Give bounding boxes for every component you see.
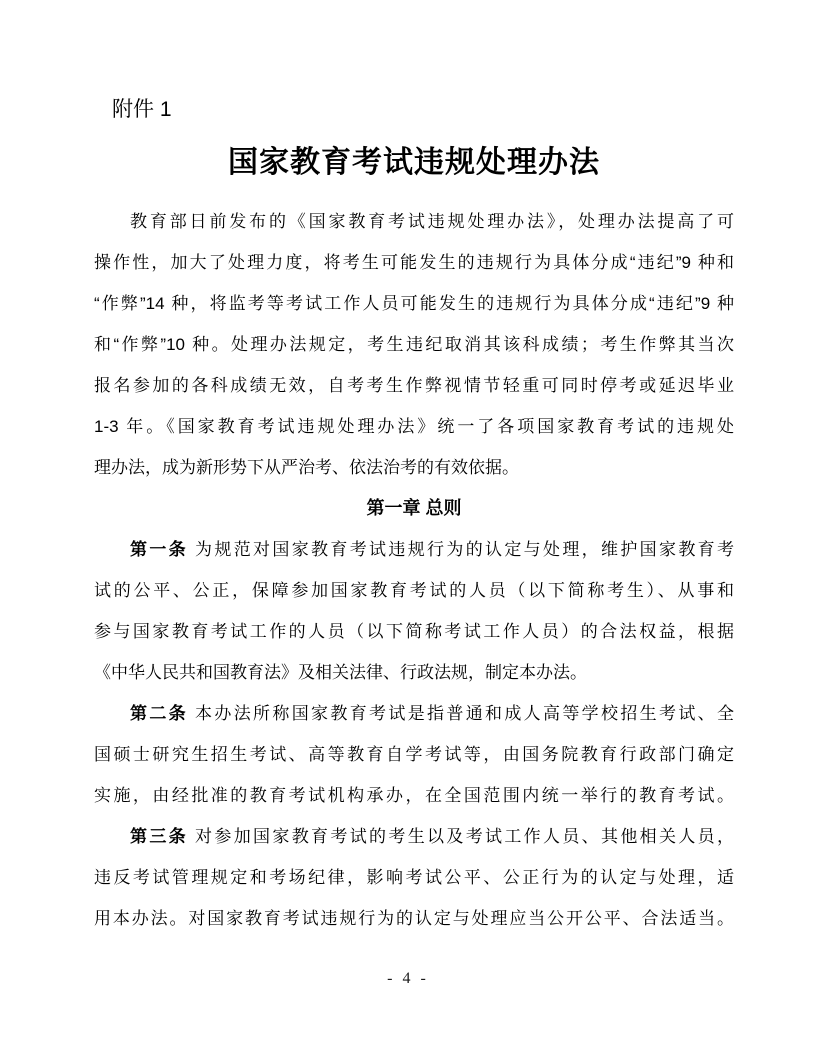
article-1-line: 参与国家教育考试工作的人员（以下简称考试工作人员）的合法权益，根据 [94, 622, 734, 641]
page-number: - 4 - [387, 970, 429, 987]
intro-line: 和“作弊”10 种。处理办法规定，考生违纪取消其该科成绩；考生作弊其当次 [94, 335, 734, 354]
article-1-text: 为规范对国家教育考试违规行为的认定与处理，维护国家教育考 [188, 540, 734, 559]
article-3-first-line [94, 816, 734, 857]
article-3-line: 用本办法。对国家教育考试违规行为的认定与处理应当公开公平、合法适当。 [94, 909, 734, 928]
attachment-label: 附件 1 [112, 98, 172, 121]
article-3-text: 对参加国家教育考试的考生以及考试工作人员、其他相关人员， [188, 827, 734, 846]
chapter-heading: 第一章 总则 [366, 498, 462, 518]
article-3-line: 违反考试管理规定和考场纪律，影响考试公平、公正行为的认定与处理，适 [94, 868, 734, 887]
article-3-label: 第三条 [130, 827, 188, 846]
article-2-text: 本办法所称国家教育考试是指普通和成人高等学校招生考试、全 [188, 704, 734, 723]
article-2-label: 第二条 [130, 704, 188, 723]
article-2-line: 实施，由经批准的教育考试机构承办，在全国范围内统一举行的教育考试。 [94, 786, 734, 805]
document-title: 国家教育考试违规处理办法 [228, 146, 600, 179]
intro-line: 报名参加的各科成绩无效，自考考生作弊视情节轻重可同时停考或延迟毕业 [94, 376, 734, 395]
intro-line: 教育部日前发布的《国家教育考试违规处理办法》，处理办法提高了可 [130, 212, 734, 231]
article-1-label: 第一条 [130, 540, 188, 559]
article-2-line: 国硕士研究生招生考试、高等教育自学考试等，由国务院教育行政部门确定 [94, 745, 734, 764]
intro-line: 1-3 年。《国家教育考试违规处理办法》统一了各项国家教育考试的违规处 [94, 417, 734, 436]
article-1-line: 《中华人民共和国教育法》及相关法律、行政法规，制定本办法。 [94, 663, 587, 682]
article-2-first-line [94, 693, 734, 734]
intro-line: “作弊”14 种，将监考等考试工作人员可能发生的违规行为具体分成“违纪”9 种 [94, 294, 734, 313]
intro-line: 理办法，成为新形势下从严治考、依法治考的有效依据。 [94, 458, 519, 477]
article-1-line: 试的公平、公正，保障参加国家教育考试的人员（以下简称考生）、从事和 [94, 581, 734, 600]
intro-line: 操作性，加大了处理力度，将考生可能发生的违规行为具体分成“违纪”9 种和 [94, 253, 734, 272]
document-body [94, 201, 734, 939]
article-1-first-line [94, 529, 734, 570]
